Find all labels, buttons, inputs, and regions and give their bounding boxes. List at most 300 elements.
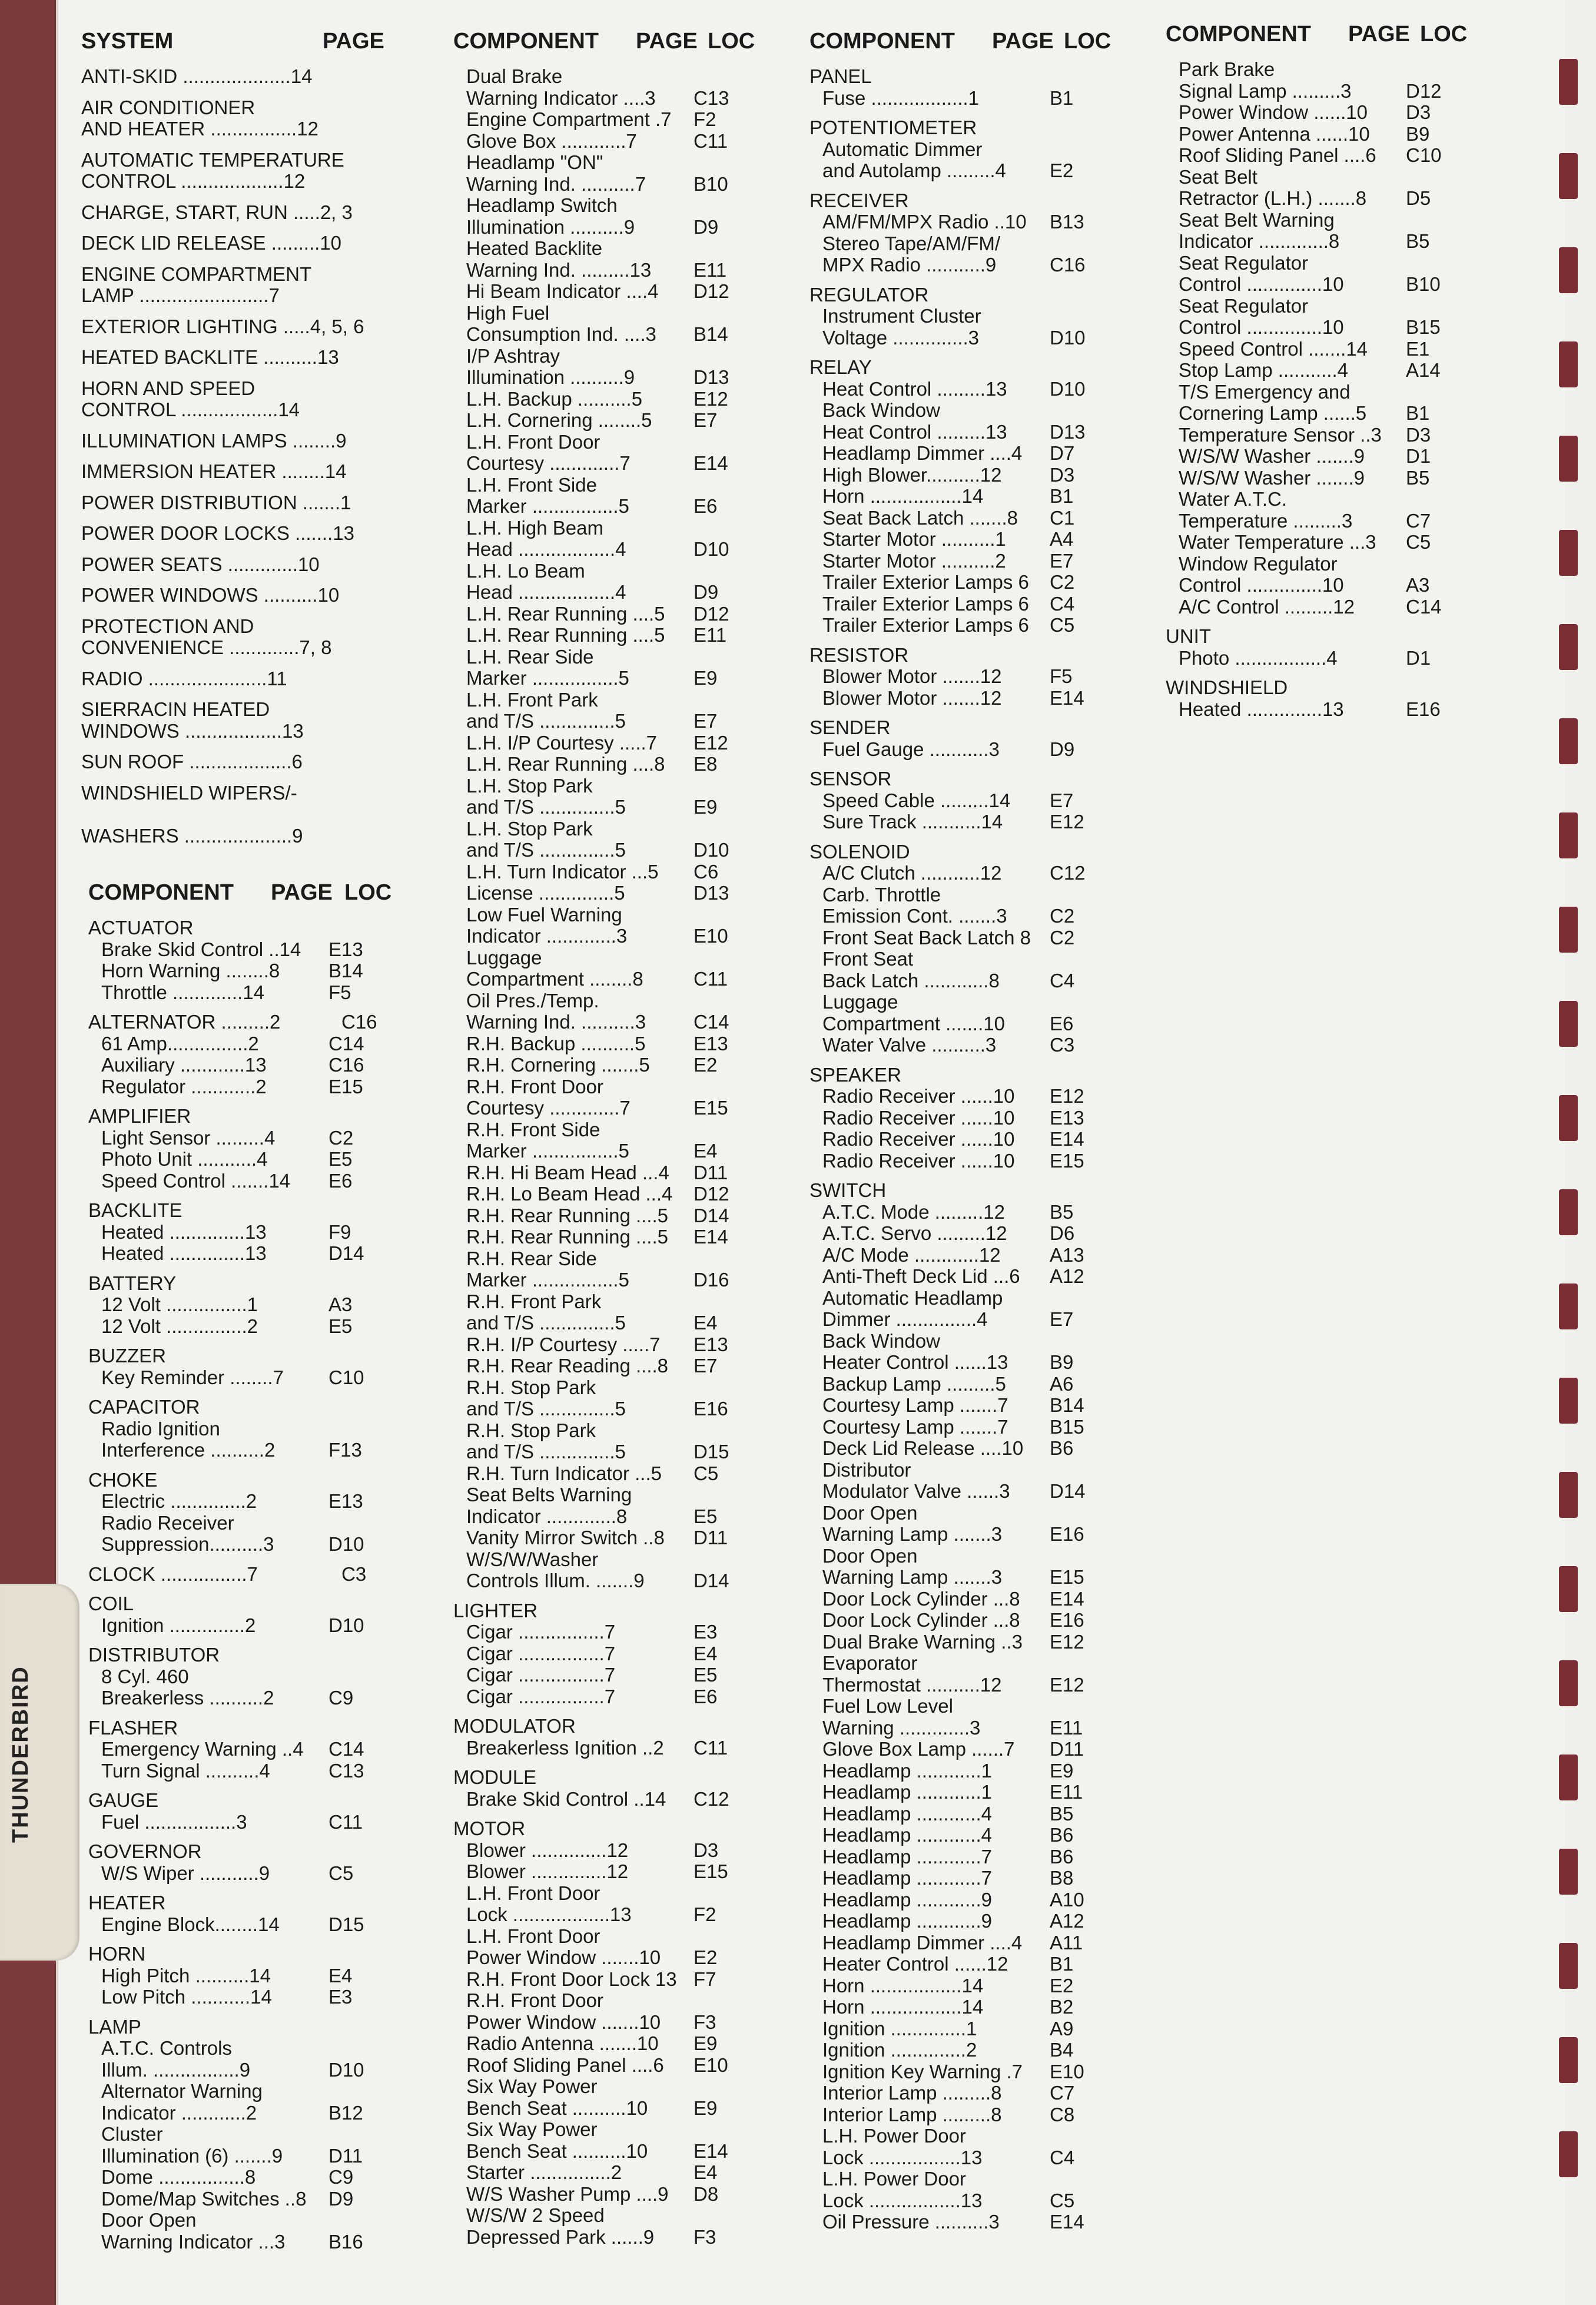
system-entry-text: POWER SEATS .............10 (81, 553, 320, 575)
component-list (809, 66, 1116, 2233)
component-loc: D13 (1050, 420, 1086, 443)
component-entry-text: Electric ..............2 (101, 1490, 257, 1512)
component-entry-text: Engine Block........14 (101, 1913, 280, 1935)
component-loc: E7 (1050, 789, 1074, 811)
binder-hole (1559, 812, 1578, 858)
system-header-label: SYSTEM (81, 29, 174, 54)
component-entry (453, 883, 759, 904)
component-group-name (453, 1818, 759, 1840)
component-entry-text: High Blower..........12 (822, 463, 1002, 486)
component-entry (809, 1150, 1116, 1172)
component-loc: C10 (329, 1366, 364, 1388)
component-entry (88, 1760, 406, 1782)
component-loc: E12 (1050, 811, 1084, 833)
system-entry (81, 782, 387, 847)
component-loc: E16 (1050, 1609, 1084, 1631)
component-entry-text: Headlamp Switch Illumination ..........9 (466, 194, 635, 238)
component-loc: B16 (329, 2230, 363, 2253)
component-entry (453, 775, 759, 818)
component-entry (809, 1889, 1116, 1911)
component-entry (809, 1107, 1116, 1129)
component-entry-text: Trailer Exterior Lamps 6 (822, 571, 1029, 593)
component-entry (88, 1513, 406, 1556)
component-entry-text: Cigar ................7 (466, 1621, 616, 1643)
system-entry (81, 97, 387, 140)
component-entry (809, 2039, 1116, 2061)
component-group-name (809, 357, 1116, 379)
system-entry-text: PROTECTION AND CONVENIENCE .............7, 8 (81, 615, 332, 658)
component-group (809, 66, 1116, 109)
component-entry-text: W/S/W 2 Speed Depressed Park ......9 (466, 2204, 655, 2248)
component-entry (1166, 102, 1495, 124)
component-loc: C5 (1050, 2189, 1075, 2211)
component-group-name (453, 1767, 759, 1789)
component-entry (809, 1782, 1116, 1803)
component-entry (809, 2104, 1116, 2126)
component-loc: F2 (694, 108, 716, 130)
component-loc: C5 (1406, 531, 1431, 553)
component-entry (809, 465, 1116, 486)
component-loc: D12 (694, 1183, 729, 1205)
component-group (88, 1200, 406, 1265)
component-entry (1166, 296, 1495, 339)
component-entry-text: Door Open Warning Indicator ...3 (101, 2209, 286, 2253)
component-loc: C13 (329, 1759, 364, 1782)
component-loc: C11 (694, 1736, 728, 1759)
component-header-label: COMPONENT (453, 29, 599, 54)
binder-hole (1559, 907, 1578, 953)
component-entry-text: Horn Warning ........8 (101, 960, 280, 981)
component-entry (453, 1377, 759, 1420)
system-entry (81, 233, 387, 254)
component-group (453, 1716, 759, 1759)
system-entry-text: ENGINE COMPARTMENT LAMP ........................7 (81, 263, 312, 306)
component-entry (453, 1861, 759, 1883)
component-entry-text: Fuel Low Level Warning .............3 (822, 1695, 981, 1739)
component-loc: D11 (694, 1161, 728, 1183)
component-loc: C14 (329, 1032, 364, 1054)
component-group-title: MOTOR (453, 1818, 526, 1839)
component-entry (809, 1610, 1116, 1631)
component-entry (1166, 210, 1495, 253)
component-group (88, 1106, 406, 1192)
binder-hole (1559, 624, 1578, 670)
component-group-name (809, 841, 1116, 863)
component-entry-text: Seat Regulator Control ..............10 (1179, 251, 1344, 295)
component-group-title: BACKLITE (88, 1199, 183, 1221)
component-entry (809, 1825, 1116, 1846)
system-entry-text: CHARGE, START, RUN .....2, 3 (81, 201, 353, 223)
component-entry-text: Stereo Tape/AM/FM/ MPX Radio ...........9 (822, 232, 1001, 276)
component-entry (809, 1760, 1116, 1782)
component-entry (88, 1033, 406, 1055)
system-entry-text: POWER DOOR LOCKS .......13 (81, 522, 354, 544)
binder-hole (1559, 1189, 1578, 1235)
component-entry-text: Hi Beam Indicator ....4 (466, 280, 659, 302)
system-entry-text: HEATED BACKLITE ..........13 (81, 346, 339, 368)
component-entry (88, 1127, 406, 1149)
component-entry-text: Headlamp ............9 (822, 1888, 992, 1911)
component-loc: F2 (694, 1903, 716, 1925)
component-loc: E13 (329, 1490, 363, 1512)
component-entry-text: Front Seat Back Latch ............8 (822, 948, 1000, 991)
component-loc: C11 (694, 968, 728, 990)
component-loc: D3 (1406, 101, 1431, 123)
component-entry-text: T/S Emergency and Cornering Lamp ......5 (1179, 380, 1367, 424)
component-entry (809, 2125, 1116, 2168)
component-loc: B12 (329, 2101, 363, 2124)
component-entry-text: L.H. Backup ..........5 (466, 387, 642, 410)
component-entry-text: Blower Motor .......12 (822, 665, 1002, 687)
component-loc: C6 (694, 860, 719, 883)
component-loc: B5 (1050, 1802, 1074, 1825)
component-entry-text: R.H. Rear Side Marker ................5 (466, 1247, 629, 1291)
component-loc: C16 (329, 1054, 364, 1076)
component-loc: D3 (694, 1839, 719, 1861)
component-group-name (88, 1200, 406, 1222)
component-entry-text: L.H. Power Door Lock .................13 (822, 2125, 983, 2168)
component-entry-text: Photo Unit ...........4 (101, 1148, 268, 1170)
component-loc: D16 (694, 1269, 729, 1291)
component-group (88, 2017, 406, 2253)
component-entry-text: Emergency Warning ..4 (101, 1738, 304, 1760)
component-loc: E15 (1050, 1149, 1084, 1172)
component-group-name (809, 117, 1116, 139)
component-group-name (88, 917, 406, 939)
component-entry (809, 1331, 1116, 1374)
component-entry (453, 2119, 759, 2162)
component-loc: A6 (1050, 1372, 1074, 1395)
component-entry (1166, 253, 1495, 296)
component-entry (88, 939, 406, 961)
component-entry (809, 1288, 1116, 1331)
component-entry-text: A/C Clutch ...........12 (822, 862, 1002, 884)
component-entry-text: R.H. Stop Park and T/S ..............5 (466, 1376, 626, 1420)
system-entry (81, 668, 387, 690)
component-entry (809, 306, 1116, 349)
component-entry-text: Blower ..............12 (466, 1839, 629, 1861)
component-group-title: HEATER (88, 1892, 166, 1913)
component-column-1 (88, 882, 406, 2253)
component-loc: E9 (694, 2097, 718, 2119)
component-group (88, 1397, 406, 1461)
component-entry (88, 1294, 406, 1316)
component-entry (453, 990, 759, 1033)
component-entry (453, 2162, 759, 2184)
component-group (809, 645, 1116, 709)
component-entry (453, 432, 759, 475)
component-entry-text: Headlamp ............7 (822, 1867, 992, 1889)
component-group-name (88, 1397, 406, 1418)
component-group (88, 1273, 406, 1338)
component-group-name (809, 1180, 1116, 1202)
component-entry-text: L.H. I/P Courtesy .....7 (466, 731, 658, 754)
component-loc: D14 (694, 1570, 729, 1591)
component-column-header (1166, 24, 1495, 47)
component-loc: E11 (1050, 1781, 1083, 1803)
component-group-title: AMPLIFIER (88, 1105, 191, 1127)
component-loc: E3 (694, 1621, 718, 1643)
component-loc: D10 (329, 1533, 364, 1555)
component-list (88, 917, 406, 2253)
component-entry-text: Speed Control .......14 (1179, 337, 1368, 360)
component-entry (809, 948, 1116, 991)
component-entry-text: Alternator Warning Indicator ............2 (101, 2080, 263, 2124)
component-entry (809, 508, 1116, 529)
component-group-name (809, 717, 1116, 739)
component-group (453, 66, 759, 1592)
component-entry (809, 1034, 1116, 1056)
component-loc: E7 (694, 710, 718, 732)
system-entry-text: SIERRACIN HEATED WINDOWS ..................13 (81, 698, 304, 742)
component-loc: B5 (1406, 230, 1430, 252)
component-loc: E6 (1050, 1012, 1074, 1034)
component-entry-text: W/S/W/Washer Controls Illum. .......9 (466, 1548, 645, 1591)
component-entry-text: Heated ..............13 (1179, 698, 1344, 720)
component-entry-text: Cluster Illumination (6) .......9 (101, 2123, 283, 2167)
component-loc: D13 (694, 882, 729, 904)
component-entry-text: A.T.C. Servo .........12 (822, 1222, 1007, 1244)
system-entry-text: POWER DISTRIBUTION .......1 (81, 491, 351, 513)
component-entry-text: High Pitch ..........14 (101, 1964, 271, 1986)
component-entry-text: Deck Lid Release ....10 (822, 1437, 1024, 1459)
component-loc: E6 (694, 1685, 718, 1707)
loc-header-label: LOC (344, 880, 392, 905)
component-entry (809, 443, 1116, 465)
component-group (453, 1818, 759, 2248)
section-tab-label: THUNDERBIRD (8, 1666, 33, 1843)
component-entry-text: Headlamp ............4 (822, 1824, 992, 1846)
system-entry (81, 554, 387, 576)
component-entry (809, 790, 1116, 812)
component-loc: B6 (1050, 1824, 1074, 1846)
component-entry (453, 238, 759, 281)
component-entry (809, 615, 1116, 636)
component-entry-text: Speed Control .......14 (101, 1169, 291, 1192)
component-loc: B5 (1406, 466, 1430, 489)
component-loc: B5 (1050, 1200, 1074, 1223)
component-entry (809, 1438, 1116, 1460)
binder-hole (1559, 718, 1578, 764)
component-entry (809, 1653, 1116, 1696)
component-loc: F3 (694, 2011, 716, 2033)
component-entry (453, 1840, 759, 1862)
component-group-title: CLOCK ................7 (88, 1563, 258, 1585)
component-loc: F13 (329, 1439, 362, 1461)
component-entry-text: Headlamp ............4 (822, 1802, 992, 1825)
component-group (88, 1841, 406, 1884)
component-group-title: LAMP (88, 2015, 141, 2038)
component-entry-text: Power Window ......10 (1179, 101, 1368, 123)
component-column-3 (809, 31, 1116, 2233)
page-header-label: PAGE (992, 29, 1054, 54)
component-loc: C2 (1050, 926, 1075, 948)
page-header-label: PAGE (636, 29, 698, 54)
component-entry-text: Water Temperature ...3 (1179, 531, 1376, 553)
component-loc: D10 (694, 839, 729, 861)
component-loc: C14 (329, 1738, 364, 1760)
component-entry-text: I/P Ashtray Illumination ..........9 (466, 344, 635, 388)
component-loc: E9 (694, 796, 718, 818)
component-group-title: ACTUATOR (88, 917, 194, 938)
component-entry-text: Courtesy Lamp .......7 (822, 1394, 1008, 1416)
component-group-name (88, 1106, 406, 1127)
component-loc: E14 (1050, 1128, 1084, 1150)
component-loc: E16 (694, 1398, 728, 1420)
system-column-header (81, 31, 387, 54)
system-entry-text: ILLUMINATION LAMPS ........9 (81, 429, 347, 452)
component-loc: E2 (694, 1946, 718, 1968)
component-entry (453, 689, 759, 732)
component-entry-text: Turn Signal ..........4 (101, 1759, 270, 1782)
component-entry (88, 1170, 406, 1192)
component-group (809, 717, 1116, 760)
component-entry (809, 1223, 1116, 1245)
component-entry-text: R.H. Rear Running ....5 (466, 1226, 668, 1248)
system-entry (81, 751, 387, 773)
component-entry (453, 1183, 759, 1205)
component-loc: B8 (1050, 1867, 1074, 1889)
component-group-title: CAPACITOR (88, 1396, 200, 1418)
component-entry (809, 1460, 1116, 1503)
component-entry (453, 646, 759, 689)
component-loc: D12 (1406, 79, 1442, 102)
component-entry-text: Radio Ignition Interference ..........2 (101, 1417, 276, 1461)
component-loc: E14 (1050, 686, 1084, 709)
component-entry-text: L.H. Turn Indicator ...5 (466, 860, 659, 883)
component-loc: E4 (694, 2161, 718, 2183)
component-group-name (88, 1644, 406, 1666)
component-entry-text: Key Reminder ........7 (101, 1366, 284, 1388)
component-loc: C11 (694, 130, 728, 152)
component-group-title: MODULATOR (453, 1715, 576, 1737)
component-entry (809, 1245, 1116, 1266)
component-entry-text: Radio Receiver Suppression..........3 (101, 1511, 274, 1555)
component-entry (1166, 124, 1495, 145)
component-entry-text: Seat Back Latch .......8 (822, 506, 1018, 529)
component-entry (453, 2033, 759, 2055)
component-group-name (88, 1470, 406, 1491)
component-loc: B15 (1406, 316, 1441, 338)
component-entry (453, 1033, 759, 1055)
loc-header-label: LOC (1420, 22, 1468, 47)
component-loc: E12 (694, 731, 728, 754)
component-entry (809, 1696, 1116, 1739)
component-entry (88, 2124, 406, 2167)
component-entry (809, 550, 1116, 572)
component-loc: E4 (694, 1140, 718, 1162)
component-entry (1166, 382, 1495, 424)
component-entry-text: Power Antenna ......10 (1179, 122, 1370, 145)
component-entry (809, 1202, 1116, 1223)
component-entry (1166, 553, 1495, 596)
component-loc: C3 (341, 1563, 367, 1585)
system-column (81, 31, 387, 856)
component-group (88, 1944, 406, 2008)
component-entry-text: L.H. Rear Running ....5 (466, 602, 665, 625)
component-loc: E14 (694, 2140, 728, 2162)
component-entry-text: A.T.C. Mode .........12 (822, 1200, 1005, 1223)
component-loc: B4 (1050, 2039, 1074, 2061)
component-loc: C9 (329, 2166, 354, 2188)
component-entry (453, 1527, 759, 1549)
component-group-title: SENDER (809, 717, 891, 738)
component-entry (809, 991, 1116, 1034)
component-entry (1166, 532, 1495, 553)
component-entry-text: L.H. Lo Beam Head ..................4 (466, 559, 626, 603)
component-loc: E9 (1050, 1759, 1074, 1782)
component-loc: E13 (694, 1333, 728, 1355)
component-group-title: PANEL (809, 65, 872, 87)
component-header-label: COMPONENT (809, 29, 955, 54)
component-entry-text: L.H. Front Side Marker ................5 (466, 473, 629, 517)
component-entry-text: Oil Pres./Temp. Warning Ind. ..........3 (466, 989, 646, 1033)
component-group (88, 1470, 406, 1556)
component-entry-text: Seat Regulator Control ..............10 (1179, 294, 1344, 338)
binder-hole (1559, 2037, 1578, 2083)
binder-hole (1559, 341, 1578, 387)
component-entry-text: Dome ................8 (101, 2166, 256, 2188)
binder-hole (1559, 436, 1578, 482)
component-entry-text: Radio Receiver ......10 (822, 1128, 1015, 1150)
component-entry (809, 2211, 1116, 2233)
component-entry (88, 1222, 406, 1243)
component-entry (453, 410, 759, 432)
component-group-name (809, 190, 1116, 212)
component-loc: D9 (694, 581, 719, 603)
system-entry (81, 699, 387, 742)
component-entry (809, 1588, 1116, 1610)
page-header-label: PAGE (323, 29, 384, 54)
component-loc: E6 (329, 1169, 353, 1192)
component-entry (453, 1463, 759, 1485)
component-entry (88, 1965, 406, 1987)
component-group-title: ALTERNATOR .........2 (88, 1011, 281, 1033)
component-entry (1166, 596, 1495, 618)
component-entry (809, 1631, 1116, 1653)
component-entry-text: Dual Brake Warning ..3 (822, 1630, 1023, 1653)
component-entry (453, 1549, 759, 1592)
component-entry-text: Brake Skid Control ..14 (466, 1787, 666, 1810)
component-entry-text: Distributor Modulator Valve ......3 (822, 1458, 1010, 1502)
component-entry (809, 1395, 1116, 1417)
component-entry-text: Seat Belt Retractor (L.H.) .......8 (1179, 165, 1367, 209)
component-group (1166, 626, 1495, 669)
component-loc: C7 (1050, 2082, 1075, 2104)
system-entry-text: HORN AND SPEED CONTROL ..................14 (81, 377, 300, 420)
component-entry (453, 66, 759, 109)
component-entry (88, 1316, 406, 1338)
component-entry (88, 1243, 406, 1265)
component-loc: E12 (1050, 1673, 1084, 1696)
component-group-title: BUZZER (88, 1345, 166, 1367)
component-loc: E10 (694, 2054, 728, 2076)
component-loc: D1 (1406, 445, 1431, 467)
component-group (88, 917, 406, 1003)
component-entry-text: Stop Lamp ...........4 (1179, 359, 1348, 381)
component-entry (453, 475, 759, 518)
component-loc: E6 (694, 495, 718, 517)
component-entry-text: Headlamp ............1 (822, 1781, 992, 1803)
component-entry-text: Headlamp Dimmer ....4 (822, 1931, 1023, 1954)
system-entry-text: EXTERIOR LIGHTING .....4, 5, 6 (81, 315, 364, 337)
component-entry-text: Dual Brake Warning Indicator ....3 (466, 65, 656, 109)
component-loc: B6 (1050, 1845, 1074, 1868)
component-loc: C7 (1406, 509, 1431, 532)
component-loc: D14 (329, 1242, 364, 1264)
component-loc: B14 (694, 323, 728, 345)
component-entry-text: Heat Control .........13 (822, 377, 1007, 400)
